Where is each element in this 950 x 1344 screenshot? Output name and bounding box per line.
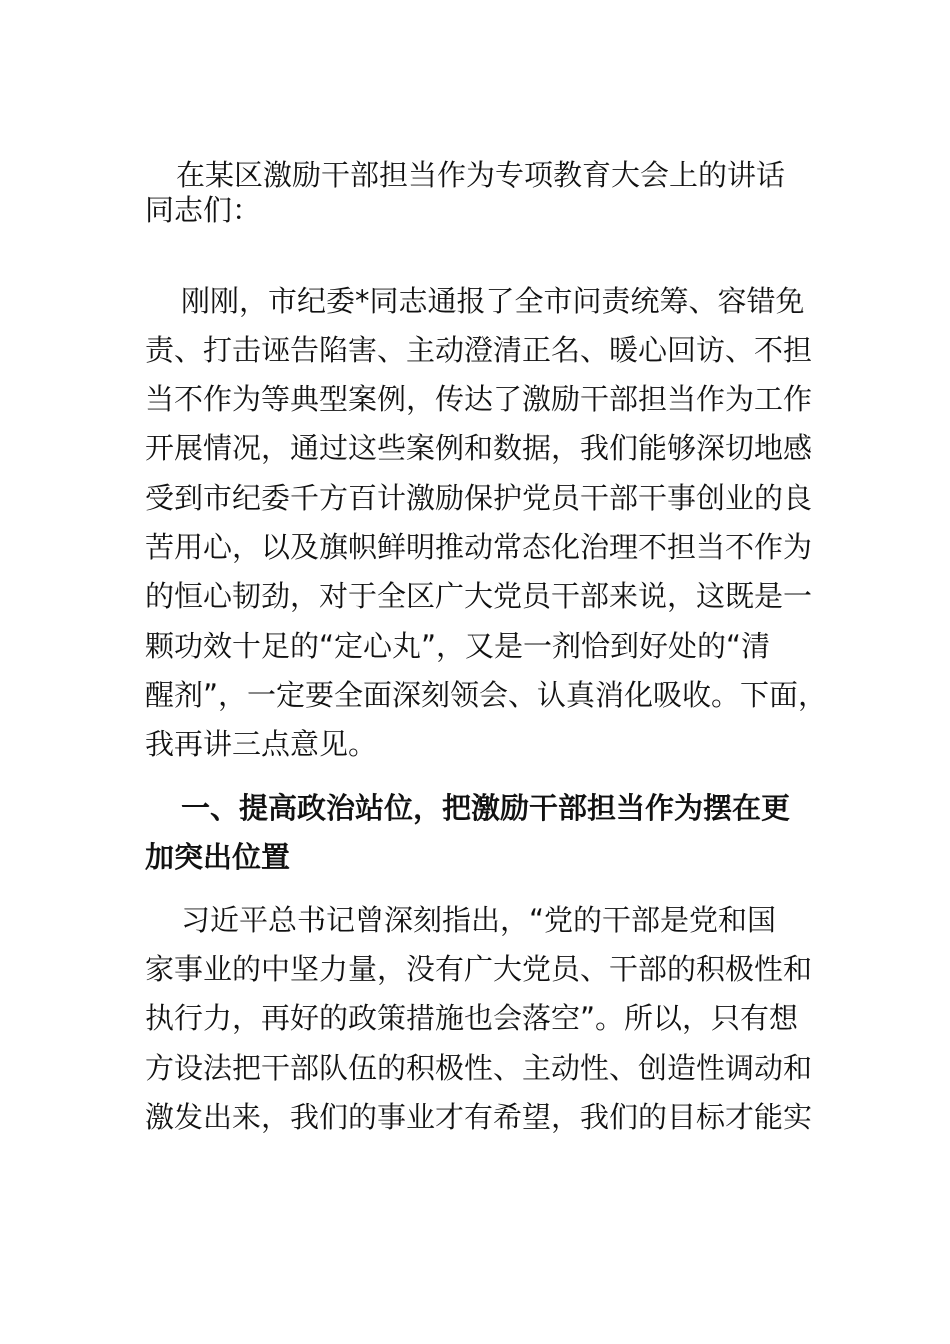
paragraph-line-text: 醒剂”，一定要全面深刻领会、认真消化吸收。下面， — [145, 678, 828, 712]
paragraph-line — [0, 1043, 950, 1093]
paragraph-line-text: 的恒心韧劲，对于全区广大党员干部来说，这既是一 — [145, 579, 813, 613]
section-heading-text: 一、提高政治站位，把激励干部担当作为摆在更 — [181, 791, 791, 825]
paragraph-line — [0, 895, 950, 945]
paragraph-line-text: 受到市纪委千方百计激励保护党员干部干事创业的良 — [145, 481, 813, 515]
paragraph-line — [0, 473, 950, 523]
paragraph-line — [0, 325, 950, 375]
paragraph-line — [0, 1092, 950, 1142]
paragraph-line — [0, 621, 950, 671]
paragraph-line-text: 苦用心，以及旗帜鲜明推动常态化治理不担当不作为 — [145, 530, 813, 564]
paragraph-line-text: 开展情况，通过这些案例和数据，我们能够深切地感 — [145, 431, 813, 465]
document-title-text: 在某区激励干部担当作为专项教育大会上的讲话 — [176, 158, 786, 192]
paragraph-line-text: 方设法把干部队伍的积极性、主动性、创造性调动和 — [145, 1051, 813, 1085]
paragraph-line — [0, 276, 950, 326]
paragraph-line-text: 我再讲三点意见。 — [145, 727, 378, 761]
paragraph-line-text: 当不作为等典型案例，传达了激励干部担当作为工作 — [145, 382, 813, 416]
paragraph-line-text: 习近平总书记曾深刻指出，“党的干部是党和国 — [181, 903, 777, 937]
section-heading — [0, 783, 950, 833]
paragraph-line-text: 执行力，再好的政策措施也会落空”。所以，只有想 — [145, 1001, 799, 1035]
paragraph-line — [0, 993, 950, 1043]
paragraph-line-text: 颗功效十足的“定心丸”，又是一剂恰到好处的“清 — [145, 629, 771, 663]
paragraph-line-text: 刚刚，市纪委*同志通报了全市问责统筹、容错免 — [181, 284, 805, 318]
paragraph-line — [0, 670, 950, 720]
section-heading-text: 加突出位置 — [145, 840, 291, 874]
paragraph-line-text: 家事业的中坚力量，没有广大党员、干部的积极性和 — [145, 952, 813, 986]
paragraph-line — [0, 571, 950, 621]
section-heading — [0, 832, 950, 882]
paragraph-line — [0, 522, 950, 572]
paragraph-line — [0, 944, 950, 994]
paragraph-line — [0, 719, 950, 769]
paragraph-line-text: 激发出来，我们的事业才有希望，我们的目标才能实 — [145, 1100, 813, 1134]
paragraph-line — [0, 374, 950, 424]
paragraph-line-text: 责、打击诬告陷害、主动澄清正名、暖心回访、不担 — [145, 333, 813, 367]
paragraph-line — [0, 423, 950, 473]
salutation-text: 同志们： — [145, 193, 262, 227]
salutation — [0, 185, 950, 235]
